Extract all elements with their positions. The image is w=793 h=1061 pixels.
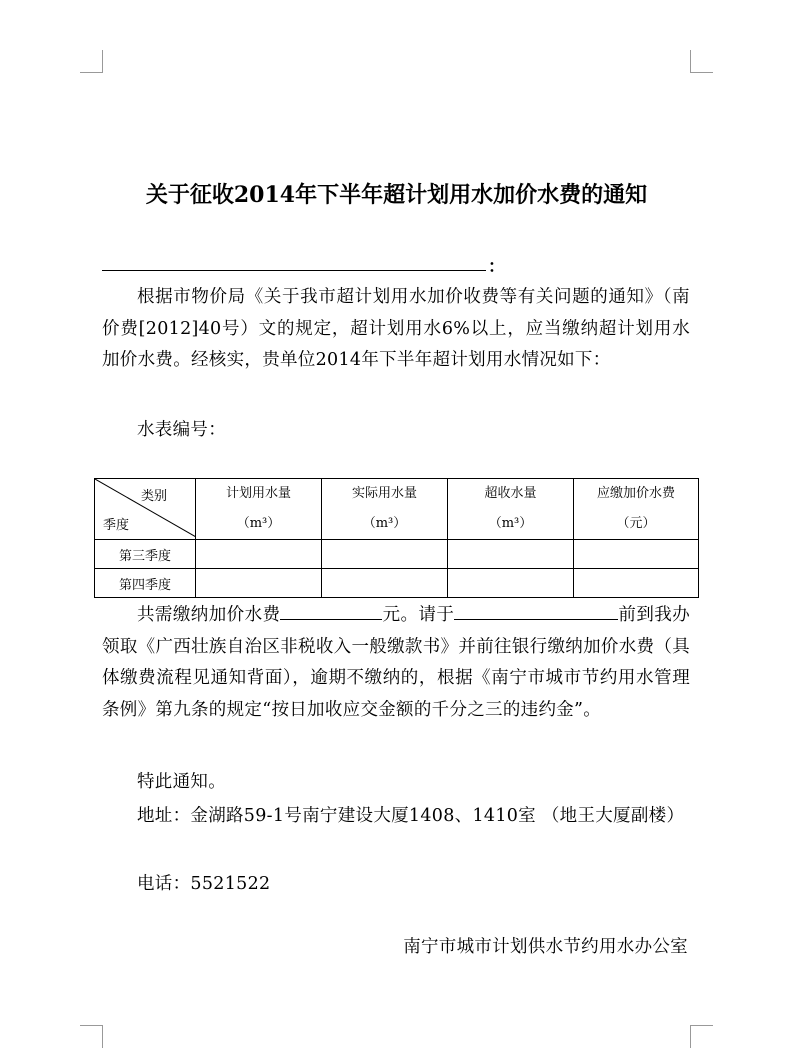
page-corner-mark-bottom-left [80,1025,103,1048]
payment-rest: 前到我办领取《广西壮族自治区非税收入一般缴款书》并前往银行缴纳加价水费（具体缴费流程见通知背面），逾期不缴纳的，根据《南宁市城市节约用水管理条例》第九条的规定“按日加收应交金额的千分之三的违约金”。 [102,605,690,720]
header-label: 计划用水量 [225,486,291,501]
payment-paragraph [102,600,690,726]
table-row [95,540,699,569]
page-corner-mark-top-right [690,50,713,73]
header-unit: （m³） [488,516,533,531]
issuer-signature: 南宁市城市计划供水节约用水办公室 [403,937,688,957]
address-line: 地址：金湖路59-1号南宁建设大厦1408、1410室 （地王大厦副楼） [137,806,685,826]
header-surcharge-fee [574,479,699,540]
header-planned-usage [196,479,322,540]
table-cell[interactable] [322,540,448,569]
page-corner-mark-bottom-right [690,1025,713,1048]
page-corner-mark-top-left [80,50,103,73]
header-label: 超收水量 [484,486,537,501]
row-label-q3: 第三季度 [95,540,196,569]
table-row [95,569,699,598]
header-label: 应缴加价水费 [596,486,675,501]
payment-prefix: 共需缴纳加价水费 [137,605,281,625]
header-excess-usage [448,479,574,540]
header-unit: （m³） [236,516,281,531]
corner-category-label: 类别 [140,489,167,504]
corner-season-label: 季度 [103,518,130,533]
fee-amount-blank[interactable] [280,601,382,620]
table-cell[interactable] [448,540,574,569]
intro-paragraph: 根据市物价局《关于我市超计划用水加价收费等有关问题的通知》（南价费[2012]40号）文的规定，超计划用水6%以上，应当缴纳超计划用水加价水费。经核实，贵单位2014年下半年超计划用水情况如下： [102,287,690,370]
addressee-colon: ： [488,257,505,277]
table-header-row [95,479,699,540]
meter-number-label: 水表编号： [137,420,226,440]
table-corner-cell [95,479,196,540]
header-unit: （元） [616,516,656,531]
document-title: 关于征收2014年下半年超计划用水加价水费的通知 [145,182,648,208]
table-cell[interactable] [574,569,699,598]
table-cell[interactable] [448,569,574,598]
header-actual-usage [322,479,448,540]
phone-line: 电话：5521522 [137,874,271,894]
notice-closing: 特此通知。 [137,772,226,792]
row-label-q4: 第四季度 [95,569,196,598]
table-cell[interactable] [574,540,699,569]
addressee-blank[interactable] [102,270,486,271]
payment-middle: 元。请于 [382,605,455,625]
water-fee-table [94,478,699,598]
deadline-blank[interactable] [454,601,618,620]
table-cell[interactable] [196,540,322,569]
header-label: 实际用水量 [351,486,417,501]
addressee-line[interactable] [102,252,505,277]
table-cell[interactable] [322,569,448,598]
header-unit: （m³） [362,516,407,531]
table-cell[interactable] [196,569,322,598]
